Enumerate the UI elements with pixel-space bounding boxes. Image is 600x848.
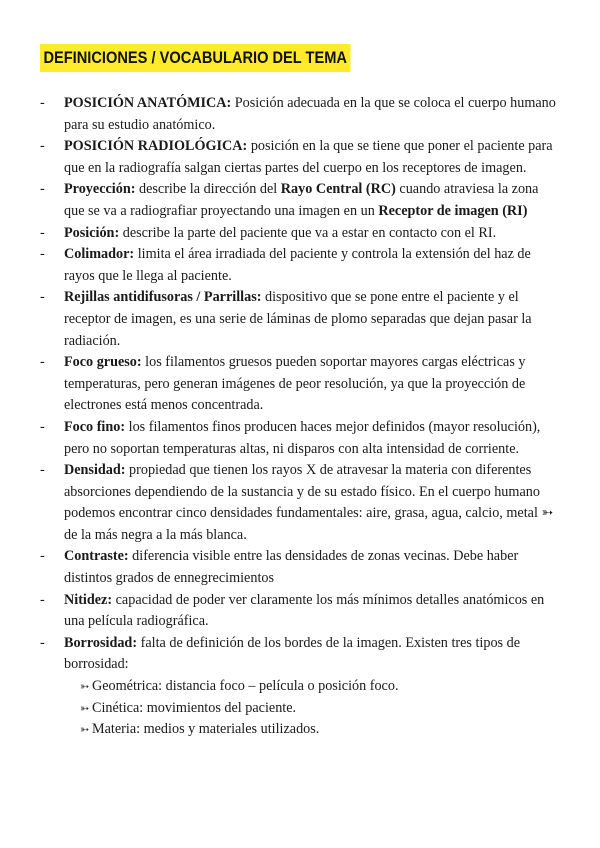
definition-text: posición en la que se tiene que poner el paciente para que en la radiografía salgan ciertas partes del cuerpo en los receptores de imagen.: [64, 138, 553, 176]
definitions-list: [40, 93, 560, 741]
definition-text: diferencia visible entre las densidades de zonas vecinas. Debe haber distintos grados de ennegrecimientos: [64, 548, 519, 587]
definition-term: Borrosidad:: [64, 634, 138, 651]
definition-text: los filamentos finos producen haces mejor definidos (mayor resolución), pero no soportan temperaturas altas, ni disparos con alta intensidad de corriente.: [64, 418, 541, 457]
definition-term: Densidad:: [64, 462, 126, 479]
bullet-dash: -: [40, 224, 45, 241]
definition-term: Foco grueso:: [64, 354, 142, 371]
sub-item: [40, 676, 560, 698]
bullet-dash: -: [40, 181, 45, 198]
definition-text: dispositivo que se pone entre el paciente y el receptor de imagen, es una serie de láminas de plomo separadas que dejan pasar la radiación.: [64, 289, 532, 349]
bullet-dash: -: [40, 95, 45, 111]
definition-term: Nitidez:: [64, 591, 113, 608]
definition-term: POSICIÓN RADIOLÓGICA:: [64, 138, 248, 155]
arrow-icon: ➳: [80, 701, 90, 715]
bold-phrase: Receptor de imagen (RI): [378, 202, 528, 219]
bullet-dash: -: [40, 246, 45, 263]
arrow-icon: ➳: [80, 723, 90, 737]
definition-term: Foco fino:: [64, 418, 126, 435]
definition-text: falta de definición de los bordes de la imagen. Existen tres tipos de borrosidad:: [64, 634, 521, 673]
sub-item-text: Geométrica: distancia foco – película o posición foco.: [92, 678, 399, 695]
sub-item: [40, 719, 560, 741]
arrow-icon: ➳: [80, 680, 90, 694]
definition-text: limita el área irradiada del paciente y controla la extensión del haz de rayos que le llega al paciente.: [64, 246, 531, 284]
definition-item: [40, 223, 560, 245]
bullet-dash: -: [40, 418, 45, 435]
definition-item: [40, 179, 560, 222]
definition-item: [40, 93, 560, 136]
definition-term: Posición:: [64, 224, 120, 241]
definition-term: POSICIÓN ANATÓMICA:: [64, 95, 232, 111]
definition-text: Posición adecuada en la que se coloca el cuerpo humano para su estudio anatómico.: [64, 95, 556, 133]
definition-item: [40, 244, 560, 287]
bullet-dash: -: [40, 634, 45, 651]
bullet-dash: -: [40, 462, 45, 479]
bullet-dash: -: [40, 138, 45, 155]
definition-item: [40, 633, 560, 676]
definition-item: [40, 590, 560, 633]
definition-text: propiedad que tienen los rayos X de atravesar la materia con diferentes absorciones dependiendo de la sustancia y de su estado físico. En el cuerpo humano podemos encontrar cinco densidades fundamentales: aire, grasa, agua, calcio, metal ➳ de la más negra a la más blanca.: [64, 462, 554, 543]
bold-phrase: Rayo Central (RC): [280, 181, 396, 198]
sub-item: [40, 698, 560, 720]
definition-item: [40, 136, 560, 179]
bullet-dash: -: [40, 548, 45, 565]
definition-text: cuando atraviesa la zona que se va a radiografiar proyectando una imagen en un: [64, 181, 539, 219]
bullet-dash: -: [40, 289, 45, 306]
definition-item: [40, 352, 560, 417]
definition-item: [40, 287, 560, 352]
definition-term: Proyección:: [64, 181, 136, 198]
bullet-dash: -: [40, 591, 45, 608]
definition-item: [40, 546, 560, 589]
sub-item-text: Materia: medios y materiales utilizados.: [92, 721, 320, 738]
definition-item: [40, 417, 560, 460]
definition-text: describe la dirección del: [135, 181, 281, 198]
definition-term: Contraste:: [64, 548, 129, 565]
definition-term: Colimador:: [64, 246, 135, 263]
definition-text: capacidad de poder ver claramente los más mínimos detalles anatómicos en una película radiográfica.: [64, 591, 545, 630]
sub-item-text: Cinética: movimientos del paciente.: [92, 699, 297, 716]
definition-term: Rejillas antidifusoras / Parrillas:: [64, 289, 262, 306]
definition-text: los filamentos gruesos pueden soportar mayores cargas eléctricas y temperaturas, pero generan imágenes de peor resolución, ya que la proyección de electrones está menos concentrada.: [64, 354, 526, 414]
definition-item: [40, 460, 560, 546]
definition-text: describe la parte del paciente que va a estar en contacto con el RI.: [119, 224, 497, 241]
bullet-dash: -: [40, 354, 45, 371]
page-title: DEFINICIONES / VOCABULARIO DEL TEMA: [40, 44, 350, 72]
